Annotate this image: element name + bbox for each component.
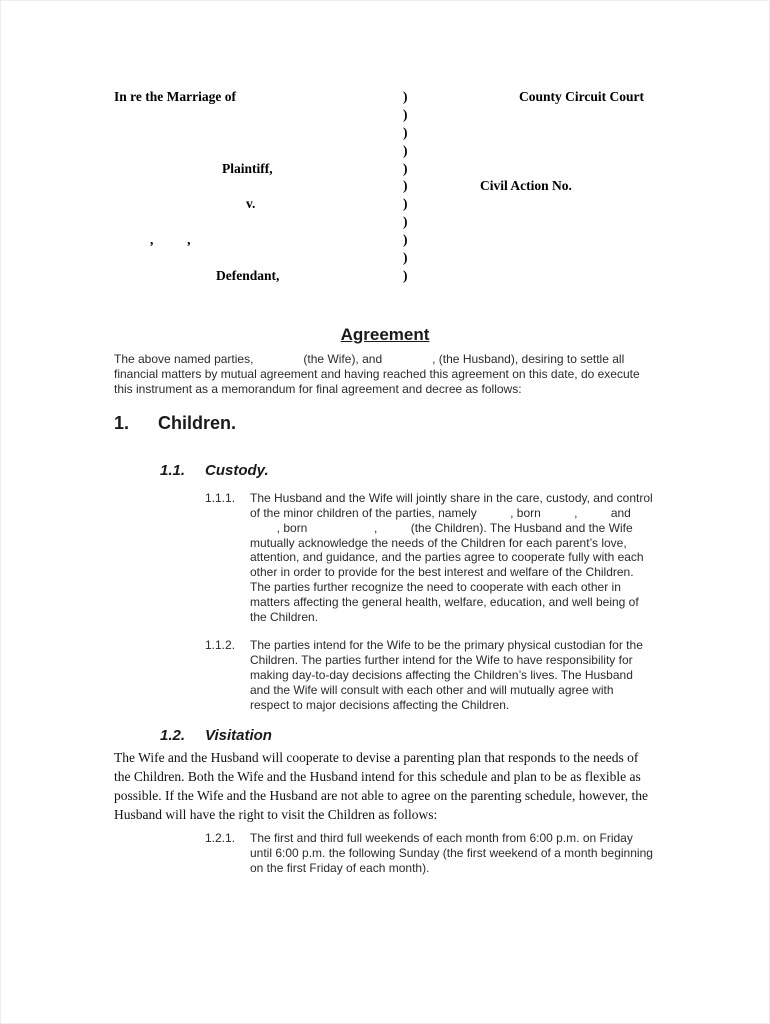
clause-text: The Husband and the Wife will jointly share in the care, custody, and control of the minor children of the parties, namely , born , and , born , (the Children). The Husband and the Wife mutually acknowledge the needs of the Children for each parent’s love, attention, and guidance, and the parties agree to cooperate fully with each other in order to provide for the best interest and welfare of the Children. The parties further recognize the need to cooperate with each other in matters affecting the general health, welfare, education, and well being of the Children. — [250, 490, 653, 625]
in-re-marriage-label: In re the Marriage of — [114, 89, 236, 104]
subsection-number: 1.1. — [160, 461, 186, 479]
section-heading-children — [114, 412, 656, 434]
subsection-title: Custody. — [205, 461, 269, 479]
defendant-label: Defendant, — [216, 267, 280, 283]
versus-label: v. — [246, 196, 256, 212]
clause-text: The parties intend for the Wife to be the primary physical custodian for the Children. The parties further intend for the Wife to have responsibility for making day-to-day decisions affecting the Children’s lives. The Husband and the Wife will consult with each other and will mutually agree with respect to major decisions affecting the Children. — [250, 637, 643, 712]
section-number: 1. — [114, 412, 130, 433]
caption-row — [114, 106, 656, 124]
caption-paren: ) — [403, 196, 408, 212]
section-title: Children. — [158, 412, 237, 433]
caption-paren: ) — [403, 106, 408, 122]
caption-row — [114, 231, 656, 249]
caption-paren: ) — [403, 142, 408, 158]
subsection-number: 1.2. — [160, 727, 186, 745]
caption-row — [114, 160, 656, 178]
clause-number: 1.1.2. — [205, 637, 236, 652]
caption-row — [114, 249, 656, 267]
caption-row — [114, 124, 656, 142]
subsection-heading-custody — [160, 461, 656, 480]
party-names-blank: , , — [150, 232, 191, 248]
caption-paren: ) — [403, 178, 408, 194]
caption-paren: ) — [403, 267, 408, 283]
intro-paragraph: The above named parties, (the Wife), and , (the Husband), desiring to settle all financial matters by mutual agreement and having reached this agreement on this date, do execute this instrument as a memorandum for final agreement and decree as follows: — [114, 351, 640, 396]
caption-paren: ) — [403, 214, 408, 230]
clause-number: 1.2.1. — [205, 831, 236, 846]
caption-row — [114, 213, 656, 231]
subsection-title: Visitation — [205, 727, 272, 745]
caption-paren: ) — [403, 250, 408, 266]
clause-1-1-1 — [205, 491, 656, 625]
caption-paren: ) — [403, 160, 408, 176]
caption-row — [114, 195, 656, 213]
caption-row — [114, 177, 656, 195]
caption-paren: ) — [403, 89, 408, 104]
clause-number: 1.1.1. — [205, 490, 236, 505]
caption-row — [114, 267, 656, 285]
plaintiff-label: Plaintiff, — [222, 160, 273, 176]
civil-action-label: Civil Action No. — [480, 178, 572, 194]
caption-row — [114, 88, 656, 106]
caption-paren: ) — [403, 232, 408, 248]
clause-1-2-1 — [205, 831, 656, 876]
caption-row — [114, 142, 656, 160]
visitation-intro-paragraph: The Wife and the Husband will cooperate to devise a parenting plan that responds to the needs of the Children. Both the Wife and the Husband intend for this schedule and plan to be as flexible as possible. If the Wife and the Husband are not able to agree on the parenting schedule, however, the Husband will have the right to visit the Children as follows: — [114, 750, 648, 822]
caption-paren: ) — [403, 124, 408, 140]
agreement-title: Agreement — [340, 324, 430, 344]
court-name-label: County Circuit Court — [518, 89, 644, 104]
clause-1-1-2 — [205, 638, 656, 713]
subsection-heading-visitation — [160, 726, 656, 745]
case-caption — [114, 88, 656, 285]
clause-text: The first and third full weekends of each month from 6:00 p.m. on Friday until 6:00 p.m. the following Sunday (the first weekend of a month beginning on the first Friday of each month). — [250, 831, 653, 876]
